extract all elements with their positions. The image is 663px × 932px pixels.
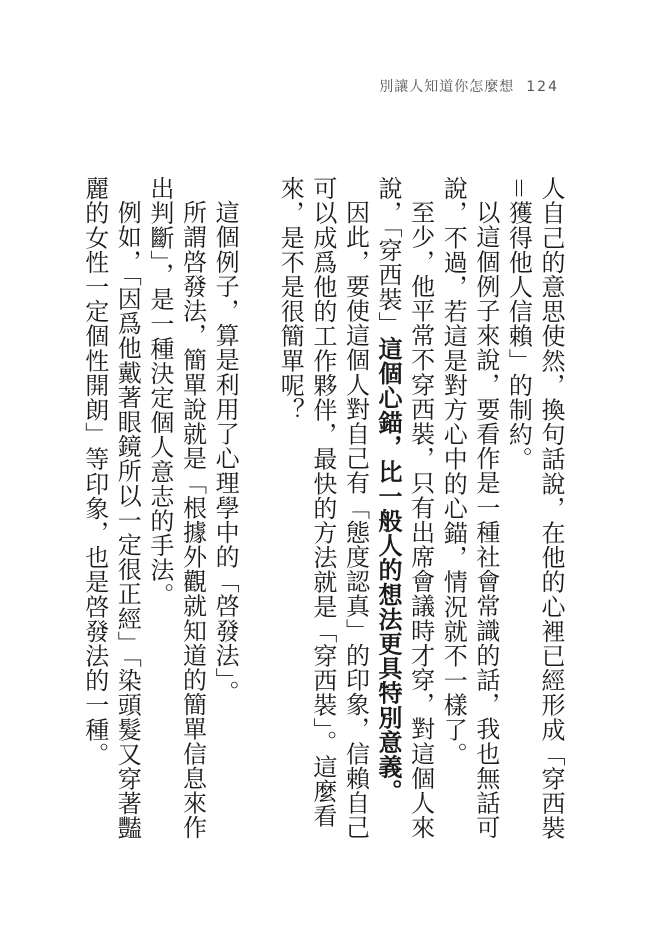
- page-number: 124: [526, 79, 559, 95]
- paragraph: 以這個例子來說，要看作是一種社會常識的話，我也無話可說，不過，若這是對方心中的心錨，情況就不一樣了。: [439, 176, 500, 840]
- paragraph: [371, 176, 436, 856]
- body-text: [78, 176, 567, 856]
- paragraph: 人自己的意思使然，換句話說，在他的心裡已經形成「穿西裝＝獲得他人信賴」的制約。: [504, 176, 565, 841]
- paragraph: 所謂啓發法，簡單說就是「根據外觀就知道的簡單信息來作出判斷」，是一種決定個人意志的手法。: [145, 176, 207, 840]
- paragraph: 這個例子，算是利用了心理學中的「啓發法」。: [211, 200, 240, 705]
- running-header-title: 別讓人知道你怎麼想: [379, 79, 515, 95]
- running-header: [379, 76, 559, 96]
- paragraph-text: 至少，他平常不穿西裝，只有出席會議時才穿，對這個人來說，「穿西裝」: [374, 176, 435, 840]
- emphasis-text: 這個心錨，比一般人的想法更具特別意義。: [374, 336, 404, 804]
- paragraph: 例如，「因爲他戴著眼鏡所以一定很正經」「染頭髮又穿著豔麗的女性一定個性開朗」等印象，也是啓發法的一種。: [80, 176, 142, 841]
- paragraph: 因此，要使這個人對自己有「態度認真」的印象，信賴自己可以成爲他的工作夥伴，最快的方法就是「穿西裝」。這麼看來，是不是很簡單呢？: [276, 176, 370, 840]
